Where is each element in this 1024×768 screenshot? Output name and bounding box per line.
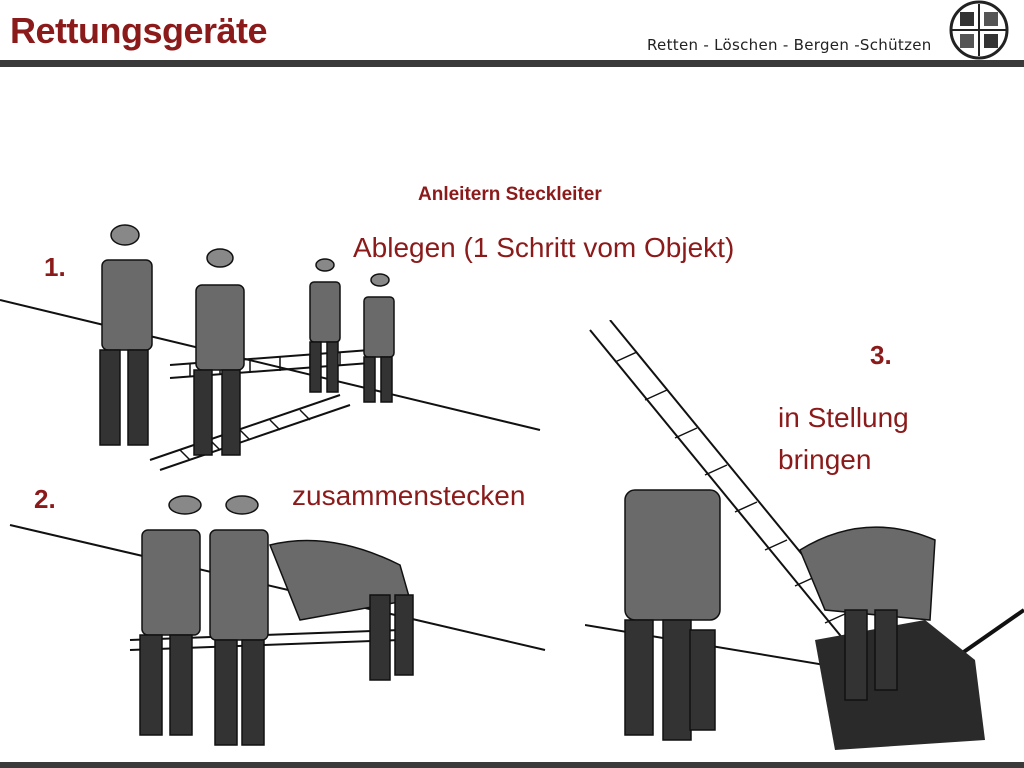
fire-brigade-emblem-icon <box>948 0 1010 60</box>
step1-number: 1. <box>44 252 66 282</box>
step2-illustration <box>0 490 548 762</box>
step3-text-line2: bringen <box>778 444 872 475</box>
slide-motto: Retten - Löschen - Bergen -Schützen <box>647 36 932 54</box>
step1-text: Ablegen (1 Schritt vom Objekt) <box>353 232 735 263</box>
slide-title: Rettungsgeräte <box>10 10 268 51</box>
footer-divider <box>0 762 1024 768</box>
step2-number: 2. <box>34 484 56 514</box>
step2-text: zusammenstecken <box>292 480 526 511</box>
header-divider <box>0 60 1024 67</box>
illustration-caption: Anleitern Steckleiter <box>418 184 602 205</box>
step3-number: 3. <box>870 340 892 370</box>
step3-illustration <box>585 320 1024 762</box>
step3-text-line1: in Stellung <box>778 402 909 433</box>
